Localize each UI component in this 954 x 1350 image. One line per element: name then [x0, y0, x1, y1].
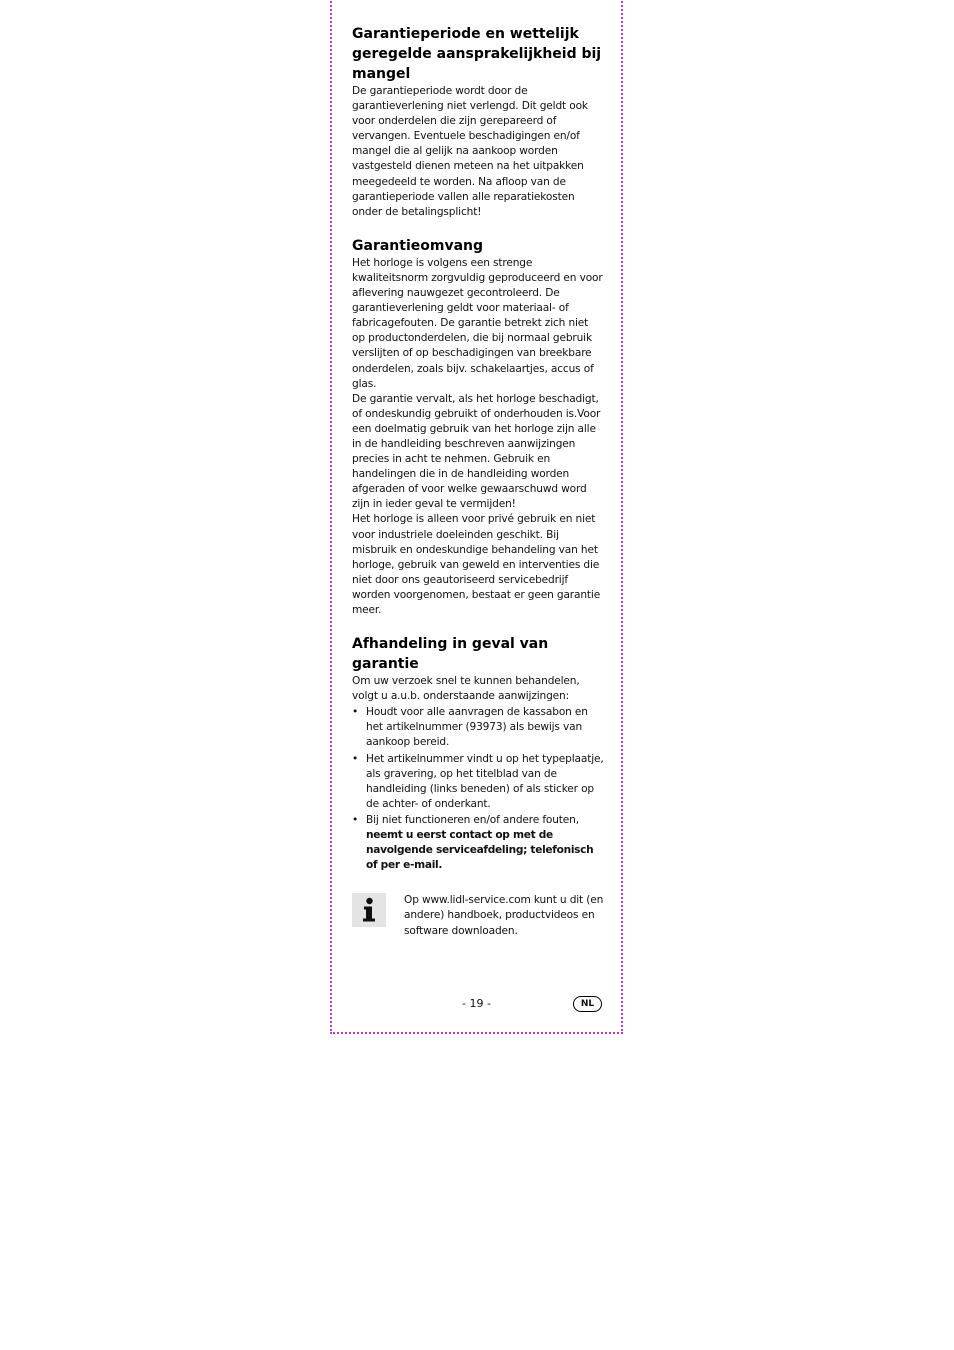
list-item-text: Bij niet functioneren en/of andere fouten, [366, 813, 579, 826]
page-content [352, 24, 604, 939]
list-item [352, 705, 604, 750]
bullet-icon: • [352, 752, 359, 765]
list-item [352, 813, 604, 873]
paragraph-scope-2: De garantie vervalt, als het horloge beschadigt, of ondeskundig gebruikt of onderhouden is.Voor een doelmatig gebruik van het horloge zijn alle in de handleiding beschreven aanwijzingen precies in acht te nehmen. Gebruik en handelingen die in de handleiding worden afgeraden of voor welke gewaarschuwd word zijn in ieder geval te vermijden! [352, 392, 601, 511]
info-text: Op www.lidl-service.com kunt u dit (en andere) handboek, productvideos en software downloaden. [404, 894, 604, 937]
list-item-text: Houdt voor alle aanvragen de kassabon en het artikelnummer (93973) als bewijs van aankoop bereid. [366, 706, 588, 749]
paragraph-handling-intro: Om uw verzoek snel te kunnen behandelen, volgt u a.u.b. onderstaande aanwijzingen: [352, 675, 580, 703]
list-item [352, 752, 604, 812]
section-warranty-scope [352, 236, 604, 618]
language-badge: NL [573, 996, 602, 1012]
bullet-icon: • [352, 813, 359, 826]
info-note [352, 893, 604, 938]
section-title-warranty-period: Garantieperiode en wettelijk geregelde aansprakelijkheid bij mangel [352, 26, 602, 82]
section-title-warranty-scope: Garantieomvang [352, 237, 484, 254]
section-warranty-handling [352, 634, 604, 873]
list-item-text: Het artikelnummer vindt u op het typeplaatje, als gravering, op het titelblad van de handleiding (links beneden) of als sticker op de achter- of onderkant. [366, 752, 604, 810]
info-icon [352, 893, 386, 927]
paragraph-scope-1: Het horloge is volgens een strenge kwaliteitsnorm zorgvuldig geproduceerd en voor aflevering nauwgezet gecontroleerd. De garantieverlening geldt voor materiaal- of fabricagefouten. De garantie betrekt zich niet op productonderdelen, die bij normaal gebruik verslijten of op beschadigingen van breekbare onderdelen, zoals bijv. schakelaartjes, accus of glas. [352, 256, 603, 390]
page-number: - 19 - [462, 997, 491, 1010]
page-footer [352, 996, 602, 1014]
bullet-icon: • [352, 706, 359, 719]
section-warranty-period [352, 24, 604, 220]
list-item-emphasis: neemt u eerst contact op met de navolgende serviceafdeling; telefonisch of per e-mail. [366, 829, 594, 872]
section-body-warranty-period: De garantieperiode wordt door de garantieverlening niet verlengd. Dit geldt ook voor onderdelen die zijn gerepareerd of vervangen. Eventuele beschadigingen en/of mangel die al gelijk na aankoop worden vastgesteld dienen meteen na het uitpakken meegedeeld te worden. Na afloop van de garantieperiode vallen alle reparatiekosten onder de betalingsplicht! [352, 85, 588, 218]
section-title-warranty-handling: Afhandeling in geval van garantie [352, 636, 549, 673]
instruction-list [352, 705, 604, 873]
paragraph-scope-3: Het horloge is alleen voor privé gebruik en niet voor industriele doeleinden geschikt. Bij misbruik en ondeskundige behandeling van het horloge, gebruik van geweld en interventies die niet door ons geautoriseerd servicebedrijf worden voorgenomen, bestaat er geen garantie meer. [352, 513, 601, 616]
